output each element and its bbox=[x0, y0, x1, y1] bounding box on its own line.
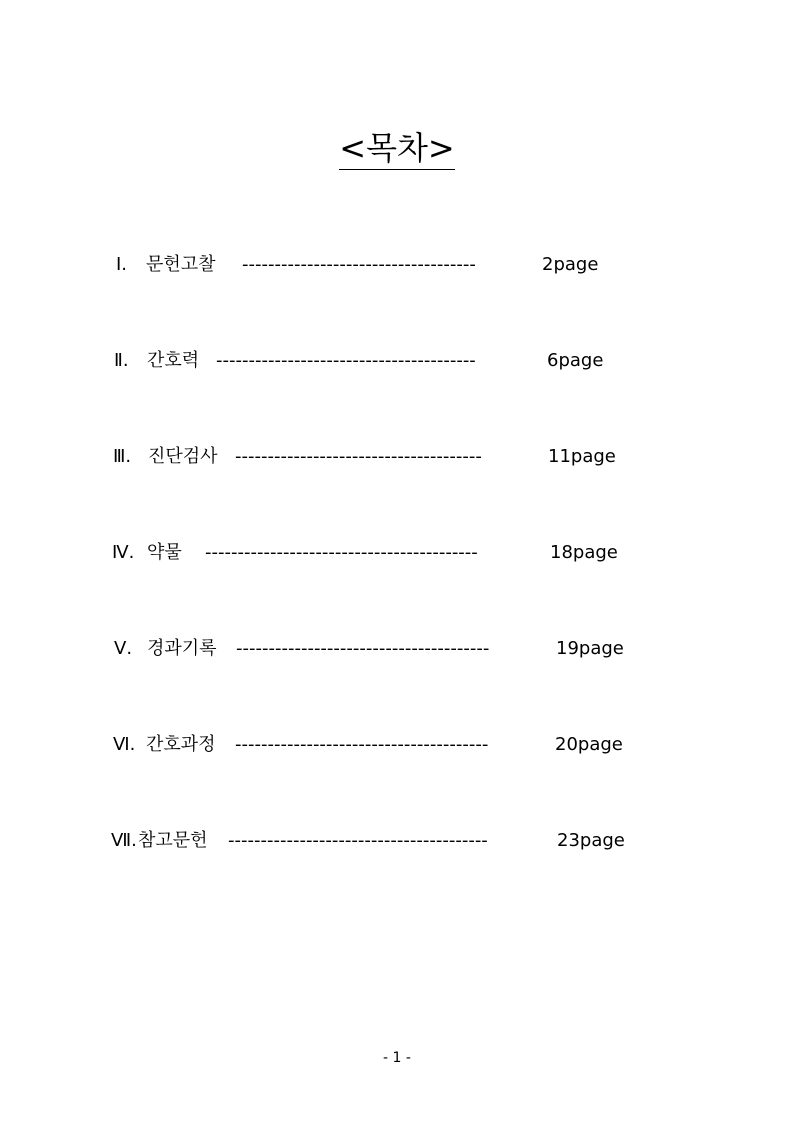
toc-leader: ---------------------------------------- bbox=[216, 350, 476, 371]
toc-page-number: 20page bbox=[555, 734, 623, 755]
toc-label: 문헌고찰 bbox=[146, 254, 216, 275]
toc-page-number: 11page bbox=[548, 446, 616, 467]
toc-label: 참고문헌 bbox=[138, 830, 208, 851]
toc-label: 간호력 bbox=[147, 350, 200, 371]
toc-page-number: 6page bbox=[547, 350, 604, 371]
toc-label: 진단검사 bbox=[148, 446, 218, 467]
toc-label: 약물 bbox=[147, 542, 182, 563]
toc-page-number: 19page bbox=[556, 638, 624, 659]
toc-leader: ---------------------------------------- bbox=[228, 830, 488, 851]
toc-numeral: Ⅵ. bbox=[113, 734, 136, 755]
toc-page-number: 23page bbox=[557, 830, 625, 851]
toc-numeral: Ⅰ. bbox=[116, 254, 128, 275]
page-title: <목차> bbox=[339, 128, 454, 170]
toc-numeral: Ⅱ. bbox=[114, 350, 129, 371]
toc-leader: --------------------------------------- bbox=[236, 638, 490, 659]
toc-page-number: 18page bbox=[550, 542, 618, 563]
toc-leader: -------------------------------------- bbox=[235, 446, 482, 467]
toc-leader: ------------------------------------------ bbox=[205, 542, 478, 563]
toc-label: 간호과정 bbox=[146, 734, 216, 755]
page-number-footer: - 1 - bbox=[383, 1050, 411, 1066]
toc-numeral: Ⅳ. bbox=[112, 542, 135, 563]
toc-numeral: Ⅲ. bbox=[113, 446, 132, 467]
toc-leader: ------------------------------------ bbox=[242, 254, 476, 275]
toc-leader: --------------------------------------- bbox=[235, 734, 489, 755]
toc-page-number: 2page bbox=[542, 254, 599, 275]
toc-numeral: Ⅶ. bbox=[111, 830, 137, 851]
toc-numeral: Ⅴ. bbox=[114, 638, 133, 659]
toc-label: 경과기록 bbox=[147, 638, 217, 659]
